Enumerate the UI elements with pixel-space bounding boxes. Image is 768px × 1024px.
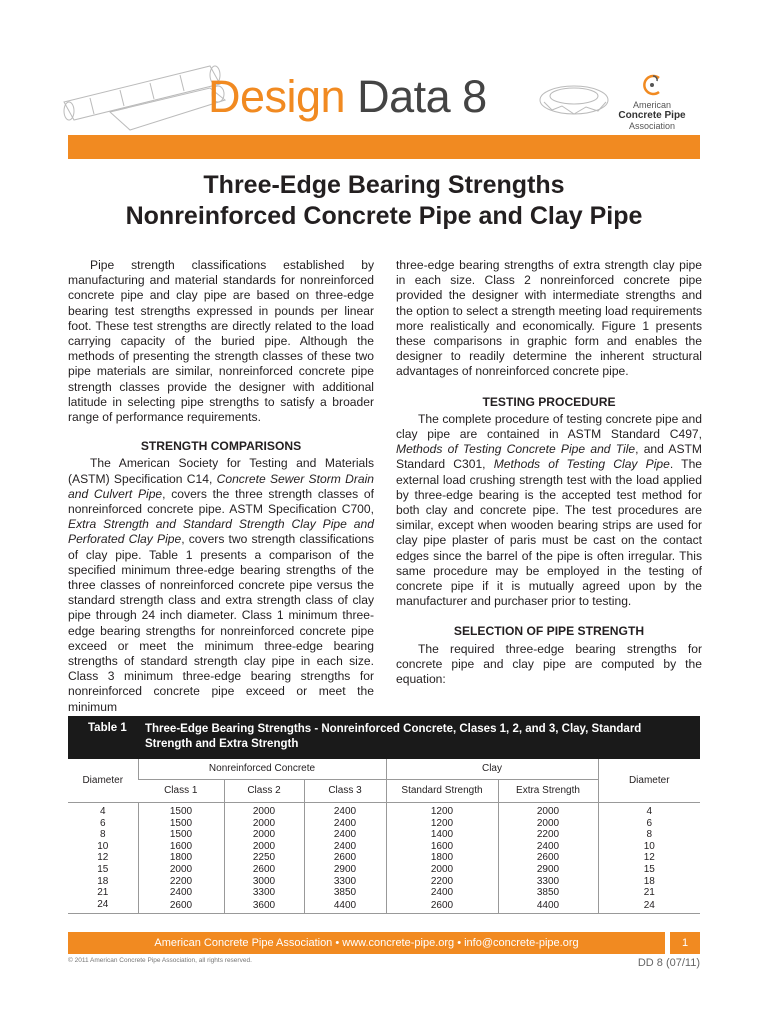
c497-title: Methods of Testing Concrete Pipe and Tile [396, 442, 636, 457]
column-header-standard-strength: Standard Strength [386, 780, 498, 803]
table-cell: 3850 [304, 887, 386, 899]
table-cell: 1400 [386, 829, 498, 841]
left-column [68, 258, 374, 715]
table-cell: 2400 [386, 887, 498, 899]
testing-procedure-heading: TESTING PROCEDURE [482, 394, 616, 409]
selection-heading: SELECTION OF PIPE STRENGTH [453, 624, 645, 639]
pipe-sketch-illustration [60, 54, 230, 134]
table-cell: 2600 [386, 899, 498, 914]
table-cell: 2250 [224, 852, 304, 864]
acpa-logo [612, 72, 692, 131]
table-row [68, 899, 700, 914]
intro-paragraph: Pipe strength classifications established by manufacturing and material standards for nonreinforced concrete pipe and clay pipe are based on three-edge bearing test strengths expressed in pounds per linear foot. These test strengths are directly related to the load carrying capacity of the buried pipe. Although the methods of presenting the strength classes of these two pipe materials are similar, nonreinforced concrete pipe strength classes provide the designer with additional latitude in selecting pipe strengths to satisfy a broader range of performance requirements. [68, 258, 374, 425]
text-span: The American Society for Testing and Materials (ASTM) Specification C14, [68, 456, 374, 486]
table-cell: 2000 [138, 864, 224, 876]
column-header-class2: Class 2 [224, 780, 304, 803]
footer-contact-bar [68, 932, 665, 954]
table-cell: 4 [99, 806, 106, 817]
series-title [208, 70, 487, 124]
table-cell: 2000 [498, 818, 598, 830]
table-cell: 18 [598, 876, 700, 888]
table-cell: 2400 [138, 887, 224, 899]
text-span: , and ASTM Standard C301, [396, 442, 703, 472]
table-caption-bar [68, 716, 700, 759]
table-cell: 2600 [224, 864, 304, 876]
table-cell: 8 [598, 829, 700, 841]
table-cell: 10 [598, 841, 700, 853]
table-cell: 24 [598, 899, 700, 914]
column-header-diameter-right: Diameter [598, 759, 700, 803]
table-row [68, 818, 700, 830]
table-row [68, 876, 700, 888]
table-cell: 12 [97, 852, 109, 864]
c301-title: Methods of Testing Clay Pipe [493, 457, 670, 472]
table-caption: Three-Edge Bearing Strengths - Nonreinforced Concrete, Clases 1, 2, and 3, Clay, Standard Strength and Extra Strength [145, 723, 642, 750]
strength-comparisons-paragraph [68, 456, 374, 714]
table-cell: 12 [598, 852, 700, 864]
table-cell: 15 [598, 864, 700, 876]
document-reference: DD 8 (07/11) [637, 957, 700, 969]
table-cell: 2400 [498, 841, 598, 853]
logo-line2: Concrete Pipe [618, 110, 686, 121]
footer-contact: American Concrete Pipe Association • www.concrete-pipe.org • info@concrete-pipe.org [154, 937, 579, 949]
group-header-concrete: Nonreinforced Concrete [138, 759, 386, 780]
table-cell: 4400 [304, 899, 386, 914]
table-cell: 2900 [304, 864, 386, 876]
text-span: . The external load crushing strength test with the load applied by three-edge bearing is the accepted test method for both clay and concrete pipe. The test procedures are similar, except when wooden bearing strips are used for clay pipe plaster of paris must be cast on the contact edges since the barrel of the pipe is often irregular. This same procedure may be employed in the testing of concrete pipe if it is mutually agreed upon by the manufacturer and purchaser prior to testing. [396, 457, 703, 609]
table-cell: 4400 [498, 899, 598, 914]
table-cell: 2400 [304, 841, 386, 853]
strength-data-table [68, 759, 700, 913]
table-cell: 2400 [304, 803, 386, 818]
table-row [68, 864, 700, 876]
text-span: , covers the three strength classes of nonreinforced concrete pipe. ASTM Specification C700, [68, 486, 374, 517]
broken-pipe-sketch [534, 76, 614, 122]
table-cell: 2000 [224, 818, 304, 830]
table-body [68, 803, 700, 914]
table-cell: 3300 [498, 876, 598, 888]
c14-title: Concrete Sewer Storm Drain and Culvert Pipe [68, 471, 374, 501]
page-number-box [670, 932, 700, 954]
table-bottom-rule [68, 913, 700, 914]
table-cell: 1500 [138, 818, 224, 830]
table-cell: 2200 [138, 876, 224, 888]
series-title-word2: Data 8 [357, 71, 487, 122]
table-cell: 2400 [304, 818, 386, 830]
table-cell: 4 [598, 803, 700, 818]
table-row [68, 852, 700, 864]
column-header-class1: Class 1 [138, 780, 224, 803]
table-cell: 1200 [386, 818, 498, 830]
table-label: Table 1 [88, 722, 127, 734]
group-header-clay: Clay [386, 759, 598, 780]
table-cell: 18 [97, 875, 109, 887]
table-cell: 24 [97, 898, 109, 910]
table-cell: 2000 [224, 829, 304, 841]
text-span: The complete procedure of testing concrete pipe and clay pipe are contained in ASTM Standard C497, [396, 411, 702, 442]
header-accent-bar [68, 135, 700, 159]
text-span: , covers two strength classifications of clay pipe. Table 1 presents a comparison of the specified minimum three-edge bearing strengths of the three classes of nonreinforced concrete pipe versus the standard strength class and extra strength class of clay pipe through 24 inch diameter. Class 1 minimum three-edge bearing strengths for nonreinforced concrete pipe exceed or meet the minimum three-edge bearing strengths of standard strength clay pipe in each size. Class 3 minimum three-edge bearing strengths for nonreinforced concrete pipe exceed or meet the minimum [68, 532, 375, 714]
table-cell: 3300 [224, 887, 304, 899]
document-title-line2: Nonreinforced Concrete Pipe and Clay Pipe [125, 202, 643, 230]
logo-line3: Association [628, 121, 676, 131]
document-title-line1: Three-Edge Bearing Strengths [203, 171, 565, 199]
table-group-header-row [68, 759, 700, 780]
table-row [68, 829, 700, 841]
right-column [396, 258, 702, 687]
table-cell: 2600 [304, 852, 386, 864]
strength-table [68, 716, 700, 914]
table-cell: 1200 [386, 803, 498, 818]
table-cell: 21 [598, 887, 700, 899]
acpa-logo-icon [639, 72, 665, 98]
table-cell: 1500 [138, 829, 224, 841]
table-cell: 1600 [138, 841, 224, 853]
table-cell: 15 [97, 863, 109, 875]
strength-comparisons-heading: STRENGTH COMPARISONS [140, 439, 302, 454]
table-cell: 1800 [386, 852, 498, 864]
continued-paragraph: three-edge bearing strengths of extra strength clay pipe in each size. Class 2 nonreinforced concrete pipe provided the designer with intermediate strengths and the option to select a strength meeting load requirements more realistically and economically. Figure 1 presents these comparisons in graphic form and enables the designer to readily determine the inherent structural advantages of nonreinforced concrete pipe. [396, 258, 702, 379]
table-cell: 3850 [498, 887, 598, 899]
table-cell: 2000 [386, 864, 498, 876]
table-cell: 2600 [498, 852, 598, 864]
testing-procedure-paragraph [396, 412, 702, 610]
table-cell: 2400 [304, 829, 386, 841]
table-cell: 1600 [386, 841, 498, 853]
column-header-diameter-left: Diameter [68, 759, 138, 803]
table-row [68, 887, 700, 899]
table-cell: 3300 [304, 876, 386, 888]
table-cell: 3600 [224, 899, 304, 914]
table-cell: 10 [97, 840, 109, 852]
table-cell: 1800 [138, 852, 224, 864]
logo-line1: American [632, 100, 671, 110]
table-cell: 2600 [138, 899, 224, 914]
table-cell: 2200 [498, 829, 598, 841]
table-cell: 2000 [498, 803, 598, 818]
table-cell: 2000 [224, 803, 304, 818]
table-cell: 1500 [138, 803, 224, 818]
table-row [68, 841, 700, 853]
table-cell: 6 [99, 817, 106, 829]
table-row [68, 803, 700, 818]
series-title-word1: Design [208, 71, 346, 122]
table-cell: 2900 [498, 864, 598, 876]
table-cell: 6 [598, 818, 700, 830]
column-header-extra-strength: Extra Strength [498, 780, 598, 803]
table-cell: 21 [97, 887, 109, 899]
c700-title: Extra Strength and Standard Strength Clay Pipe and Perforated Clay Pipe [68, 517, 374, 547]
copyright-notice: © 2011 American Concrete Pipe Association, all rights reserved. [68, 957, 252, 964]
selection-paragraph: The required three-edge bearing strengths for concrete pipe and clay pipe are computed by the equation: [396, 641, 702, 687]
page-number: 1 [681, 937, 689, 949]
table-cell: 8 [99, 829, 106, 841]
table-cell: 2000 [224, 841, 304, 853]
table-cell: 3000 [224, 876, 304, 888]
table-cell: 2200 [386, 876, 498, 888]
column-header-class3: Class 3 [304, 780, 386, 803]
document-title [68, 170, 700, 232]
